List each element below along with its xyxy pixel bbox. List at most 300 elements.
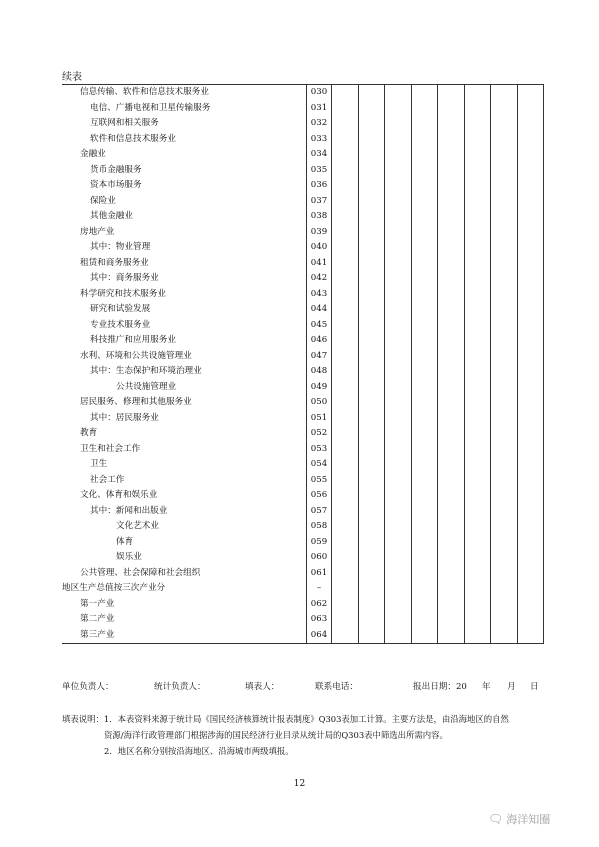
data-cell <box>358 597 385 613</box>
data-cell <box>358 163 385 179</box>
row-code: 046 <box>307 333 332 349</box>
data-cell <box>358 116 385 132</box>
data-cell <box>438 178 465 194</box>
data-cell <box>385 333 412 349</box>
data-cell <box>438 488 465 504</box>
data-cell <box>332 194 359 210</box>
data-cell <box>385 566 412 582</box>
data-cell <box>358 101 385 117</box>
data-cell <box>411 457 438 473</box>
row-code: 039 <box>307 225 332 241</box>
data-cell <box>358 178 385 194</box>
data-cell <box>464 519 491 535</box>
data-cell <box>517 178 544 194</box>
data-cell <box>491 271 518 287</box>
data-cell <box>385 364 412 380</box>
table-row <box>62 209 544 225</box>
data-cell <box>491 566 518 582</box>
data-cell <box>464 256 491 272</box>
data-cell <box>438 442 465 458</box>
industry-name: 公共设施管理业 <box>116 381 177 392</box>
data-cell <box>464 271 491 287</box>
table-row <box>62 519 544 535</box>
data-cell <box>358 302 385 318</box>
data-cell <box>385 147 412 163</box>
data-cell <box>464 488 491 504</box>
data-cell <box>438 550 465 566</box>
data-cell <box>385 132 412 148</box>
data-cell <box>385 209 412 225</box>
data-cell <box>411 550 438 566</box>
row-code: 051 <box>307 411 332 427</box>
data-cell <box>358 535 385 551</box>
data-cell <box>517 488 544 504</box>
industry-name: 第三产业 <box>62 628 307 644</box>
industry-name: 卫生 <box>90 459 108 469</box>
data-cell <box>438 147 465 163</box>
data-cell <box>332 581 359 597</box>
row-code: 042 <box>307 271 332 287</box>
data-cell <box>385 287 412 303</box>
table-row <box>62 411 544 427</box>
data-cell <box>385 256 412 272</box>
data-cell <box>411 349 438 365</box>
data-cell <box>517 318 544 334</box>
table-row <box>62 504 544 520</box>
data-cell <box>358 194 385 210</box>
data-cell <box>491 519 518 535</box>
data-cell <box>517 287 544 303</box>
data-cell <box>464 581 491 597</box>
data-cell <box>491 101 518 117</box>
data-cell <box>358 240 385 256</box>
data-cell <box>385 225 412 241</box>
data-cell <box>385 473 412 489</box>
data-cell <box>491 178 518 194</box>
data-cell <box>464 349 491 365</box>
data-cell <box>411 426 438 442</box>
data-cell <box>491 85 518 101</box>
data-cell <box>411 116 438 132</box>
table-row <box>62 85 544 101</box>
data-cell <box>464 380 491 396</box>
data-cell <box>491 411 518 427</box>
data-cell <box>332 488 359 504</box>
data-cell <box>517 597 544 613</box>
data-cell <box>411 597 438 613</box>
data-cell <box>464 240 491 256</box>
row-code: 062 <box>307 597 332 613</box>
data-cell <box>464 101 491 117</box>
row-code: 050 <box>307 395 332 411</box>
data-cell <box>332 132 359 148</box>
data-cell <box>491 318 518 334</box>
data-cell <box>517 147 544 163</box>
data-cell <box>358 628 385 644</box>
industry-name: 房地产业 <box>80 226 115 237</box>
data-cell <box>358 473 385 489</box>
table-row <box>62 380 544 396</box>
month-label: 月 <box>507 682 516 692</box>
data-cell <box>411 101 438 117</box>
data-cell <box>411 488 438 504</box>
data-cell <box>411 178 438 194</box>
table-row <box>62 566 544 582</box>
data-cell <box>517 256 544 272</box>
data-cell <box>358 85 385 101</box>
data-cell <box>464 287 491 303</box>
data-cell <box>491 116 518 132</box>
row-code: 045 <box>307 318 332 334</box>
industry-name: 软件和信息技术服务业 <box>90 133 176 144</box>
industry-name: 其中：居民服务业 <box>90 412 159 423</box>
data-cell <box>517 442 544 458</box>
data-cell <box>517 132 544 148</box>
data-cell <box>464 566 491 582</box>
data-cell <box>332 349 359 365</box>
data-cell <box>385 504 412 520</box>
industry-name: 货币金融服务 <box>90 164 142 175</box>
row-code: 035 <box>307 163 332 179</box>
table-row <box>62 442 544 458</box>
table-row <box>62 550 544 566</box>
industry-name: 居民服务、修理和其他服务业 <box>80 397 192 407</box>
data-cell <box>438 426 465 442</box>
data-cell <box>411 581 438 597</box>
data-cell <box>358 209 385 225</box>
industry-name: 文化、体育和娱乐业 <box>80 490 158 500</box>
row-code: 044 <box>307 302 332 318</box>
industry-name: 信息传输、软件和信息技术服务业 <box>62 85 307 101</box>
data-cell <box>464 209 491 225</box>
data-cell <box>464 178 491 194</box>
table-row <box>62 302 544 318</box>
data-cell <box>332 473 359 489</box>
data-cell <box>332 116 359 132</box>
table-row <box>62 597 544 613</box>
data-cell <box>438 395 465 411</box>
row-code: 053 <box>307 442 332 458</box>
data-cell <box>517 628 544 644</box>
table-row <box>62 364 544 380</box>
data-cell <box>411 225 438 241</box>
data-cell <box>332 163 359 179</box>
data-cell <box>358 411 385 427</box>
data-cell <box>385 240 412 256</box>
industry-name: 资本市场服务 <box>90 180 142 190</box>
data-cell <box>491 628 518 644</box>
table-row <box>62 488 544 504</box>
table-row <box>62 333 544 349</box>
data-cell <box>332 395 359 411</box>
row-code: 038 <box>307 209 332 225</box>
data-cell <box>411 519 438 535</box>
data-cell <box>332 550 359 566</box>
data-cell <box>332 85 359 101</box>
data-cell <box>358 380 385 396</box>
data-cell <box>491 395 518 411</box>
data-cell <box>491 597 518 613</box>
row-code: 043 <box>307 287 332 303</box>
row-code: 059 <box>307 535 332 551</box>
table-row <box>62 426 544 442</box>
data-cell <box>358 364 385 380</box>
data-cell <box>411 318 438 334</box>
table-row <box>62 271 544 287</box>
data-cell <box>411 473 438 489</box>
data-cell <box>438 101 465 117</box>
data-cell <box>438 349 465 365</box>
data-cell <box>517 101 544 117</box>
data-cell <box>464 628 491 644</box>
row-code: 063 <box>307 612 332 628</box>
data-cell <box>438 364 465 380</box>
unit-head-label: 单位负责人： <box>62 682 114 692</box>
table-row <box>62 132 544 148</box>
data-cell <box>517 225 544 241</box>
row-code: 054 <box>307 457 332 473</box>
data-cell <box>464 163 491 179</box>
data-cell <box>332 380 359 396</box>
data-cell <box>491 426 518 442</box>
table-row <box>62 194 544 210</box>
data-cell <box>385 628 412 644</box>
data-cell <box>464 225 491 241</box>
data-cell <box>438 163 465 179</box>
row-code: 056 <box>307 488 332 504</box>
row-code: 055 <box>307 473 332 489</box>
data-cell <box>411 395 438 411</box>
data-cell <box>517 519 544 535</box>
data-cell <box>438 209 465 225</box>
data-cell <box>358 225 385 241</box>
data-cell <box>438 411 465 427</box>
data-cell <box>332 178 359 194</box>
data-cell <box>517 349 544 365</box>
data-cell <box>517 535 544 551</box>
table-row <box>62 318 544 334</box>
year-label: 年 <box>482 682 491 692</box>
data-cell <box>464 612 491 628</box>
table-row <box>62 147 544 163</box>
data-cell <box>332 442 359 458</box>
row-code: 034 <box>307 147 332 163</box>
data-cell <box>358 395 385 411</box>
row-code: 058 <box>307 519 332 535</box>
industry-name: 其中：物业管理 <box>90 242 151 252</box>
data-cell <box>491 364 518 380</box>
day-label: 日 <box>530 682 539 692</box>
data-cell <box>517 194 544 210</box>
industry-name: 卫生和社会工作 <box>80 443 141 454</box>
data-cell <box>332 364 359 380</box>
row-code: 031 <box>307 101 332 117</box>
phone-label: 联系电话： <box>315 682 358 692</box>
data-cell <box>411 411 438 427</box>
row-code: 048 <box>307 364 332 380</box>
data-cell <box>358 488 385 504</box>
data-cell <box>411 333 438 349</box>
row-code: 036 <box>307 178 332 194</box>
data-cell <box>385 488 412 504</box>
data-cell <box>438 318 465 334</box>
data-cell <box>517 581 544 597</box>
data-cell <box>385 318 412 334</box>
data-cell <box>491 349 518 365</box>
data-cell <box>385 395 412 411</box>
row-code: 061 <box>307 566 332 582</box>
industry-name: 其中：生态保护和环境治理业 <box>90 366 202 376</box>
data-cell <box>385 194 412 210</box>
data-cell <box>491 488 518 504</box>
table-row <box>62 225 544 241</box>
data-cell <box>464 116 491 132</box>
data-cell <box>438 194 465 210</box>
data-cell <box>464 147 491 163</box>
data-cell <box>358 581 385 597</box>
industry-name: 租赁和商务服务业 <box>80 257 149 268</box>
data-cell <box>517 116 544 132</box>
data-cell <box>464 302 491 318</box>
data-cell <box>517 504 544 520</box>
note-line-1: 填表说明：1．本表资料来源于统计局《国民经济核算统计报表制度》Q303表加工计算。主要方法是，由沿海地区的自然 <box>62 714 509 724</box>
data-cell <box>411 287 438 303</box>
table-row <box>62 240 544 256</box>
data-cell <box>491 302 518 318</box>
data-cell <box>464 473 491 489</box>
industry-name: 保险业 <box>90 195 116 206</box>
data-cell <box>438 85 465 101</box>
data-cell <box>385 85 412 101</box>
data-cell <box>491 550 518 566</box>
data-cell <box>385 271 412 287</box>
data-cell <box>491 333 518 349</box>
data-cell <box>464 597 491 613</box>
data-cell <box>464 442 491 458</box>
industry-table <box>62 84 544 644</box>
table-row <box>62 581 544 597</box>
industry-name: 水利、环境和公共设施管理业 <box>80 350 192 361</box>
data-cell <box>358 566 385 582</box>
data-cell <box>358 318 385 334</box>
row-code: 033 <box>307 132 332 148</box>
row-code: 052 <box>307 426 332 442</box>
industry-name: 其他金融业 <box>90 211 133 221</box>
data-cell <box>464 395 491 411</box>
data-cell <box>438 535 465 551</box>
data-cell <box>464 457 491 473</box>
industry-name: 金融业 <box>80 149 106 159</box>
filler-label: 填表人： <box>245 682 280 692</box>
industry-name: 研究和试验发展 <box>90 304 151 314</box>
data-cell <box>411 442 438 458</box>
data-cell <box>491 581 518 597</box>
data-cell <box>517 271 544 287</box>
data-cell <box>358 349 385 365</box>
data-cell <box>385 597 412 613</box>
data-cell <box>464 504 491 520</box>
data-cell <box>332 302 359 318</box>
data-cell <box>438 240 465 256</box>
data-cell <box>438 581 465 597</box>
data-cell <box>385 178 412 194</box>
industry-name: 互联网和相关服务 <box>90 118 159 128</box>
data-cell <box>358 426 385 442</box>
data-cell <box>332 240 359 256</box>
data-cell <box>517 85 544 101</box>
data-cell <box>517 302 544 318</box>
data-cell <box>385 426 412 442</box>
signature-line <box>62 680 544 694</box>
table-row <box>62 101 544 117</box>
data-cell <box>411 163 438 179</box>
table-row <box>62 163 544 179</box>
data-cell <box>411 628 438 644</box>
data-cell <box>332 318 359 334</box>
data-cell <box>491 147 518 163</box>
data-cell <box>332 333 359 349</box>
data-cell <box>464 550 491 566</box>
row-code: 040 <box>307 240 332 256</box>
data-cell <box>491 287 518 303</box>
data-cell <box>491 194 518 210</box>
data-cell <box>358 442 385 458</box>
data-cell <box>491 473 518 489</box>
data-cell <box>332 287 359 303</box>
data-cell <box>358 333 385 349</box>
data-cell <box>411 535 438 551</box>
data-cell <box>358 519 385 535</box>
data-cell <box>358 612 385 628</box>
data-cell <box>438 504 465 520</box>
data-cell <box>491 209 518 225</box>
data-cell <box>411 85 438 101</box>
data-cell <box>438 519 465 535</box>
data-cell <box>332 271 359 287</box>
note-line-2: 资源/海洋行政管理部门根据涉海的国民经济行业目录从统计局的Q303表中筛选出所需内容。 <box>104 730 448 740</box>
data-cell <box>332 426 359 442</box>
data-cell <box>491 380 518 396</box>
data-cell <box>491 612 518 628</box>
data-cell <box>438 380 465 396</box>
data-cell <box>491 504 518 520</box>
data-cell <box>438 628 465 644</box>
data-cell <box>358 271 385 287</box>
data-cell <box>464 411 491 427</box>
data-cell <box>517 473 544 489</box>
data-cell <box>332 209 359 225</box>
table-row <box>62 178 544 194</box>
data-cell <box>464 318 491 334</box>
industry-name: 公共管理、社会保障和社会组织 <box>80 567 201 578</box>
data-cell <box>385 535 412 551</box>
data-cell <box>358 256 385 272</box>
data-cell <box>438 271 465 287</box>
data-cell <box>517 209 544 225</box>
data-cell <box>332 566 359 582</box>
data-cell <box>411 194 438 210</box>
table-row <box>62 349 544 365</box>
data-cell <box>517 426 544 442</box>
table-body <box>62 85 544 644</box>
table-row <box>62 628 544 644</box>
data-cell <box>411 364 438 380</box>
data-cell <box>385 581 412 597</box>
table-row <box>62 473 544 489</box>
industry-name: 第二产业 <box>80 614 115 624</box>
data-cell <box>491 535 518 551</box>
data-cell <box>517 550 544 566</box>
